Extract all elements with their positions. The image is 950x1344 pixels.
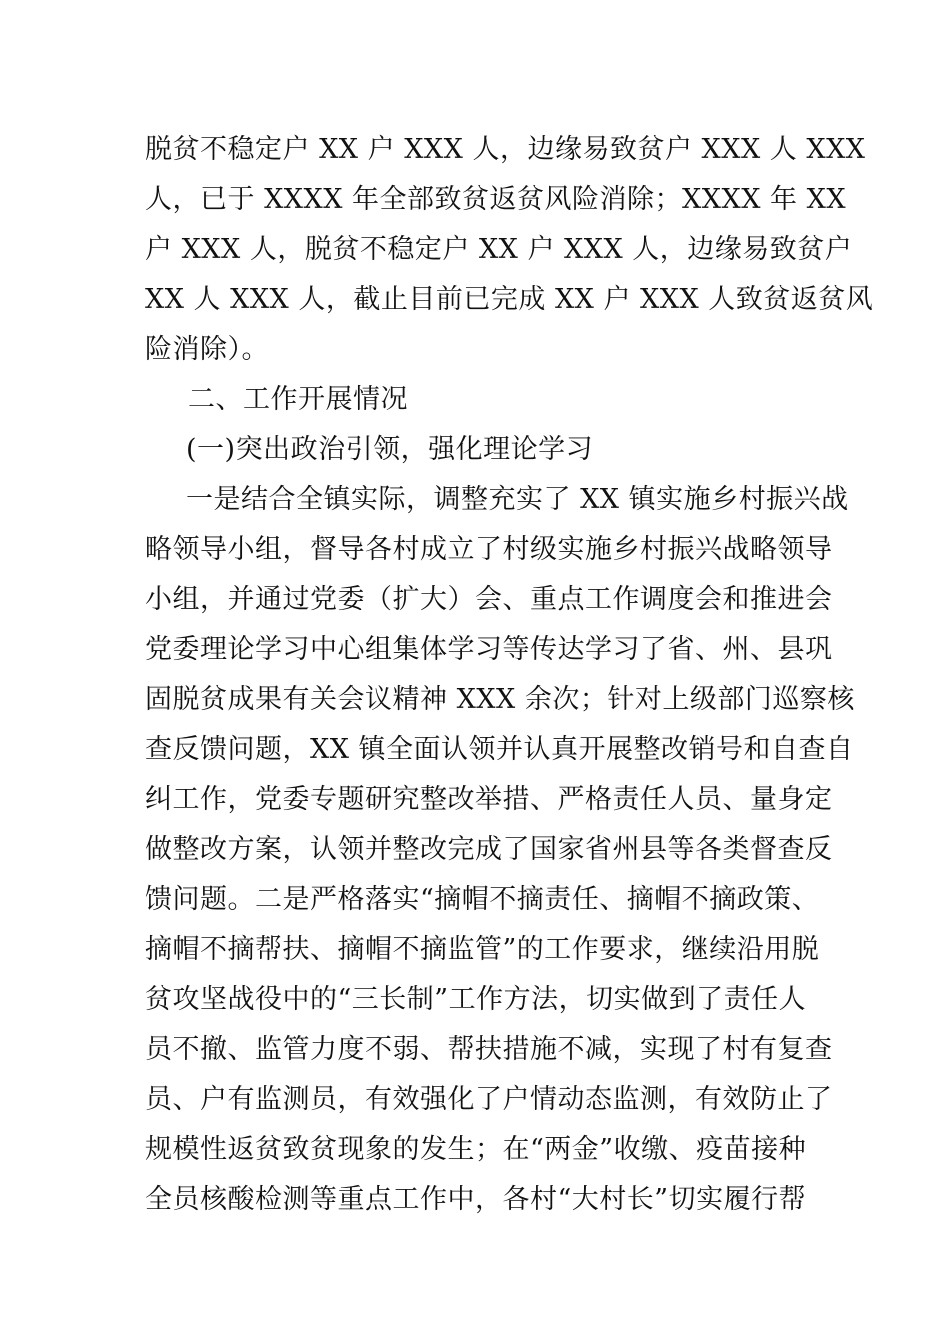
body-text-line: 一是结合全镇实际，调整充实了 XX 镇实施乡村振兴战 xyxy=(186,484,849,515)
body-text-line: 员、户有监测员，有效强化了户情动态监测，有效防止了 xyxy=(145,1084,833,1115)
body-text-line: 户 XXX 人，脱贫不稳定户 XX 户 XXX 人，边缘易致贫户 xyxy=(145,234,853,265)
body-text-line: 略领导小组，督导各村成立了村级实施乡村振兴战略领导 xyxy=(145,534,833,565)
body-text-line: 全员核酸检测等重点工作中，各村“大村长”切实履行帮 xyxy=(145,1184,807,1215)
body-text-line: XX 人 XXX 人，截止目前已完成 XX 户 XXX 人致贫返贫风 xyxy=(145,284,874,315)
body-text-line: 纠工作，党委专题研究整改举措、严格责任人员、量身定 xyxy=(145,784,833,815)
body-text-line: 党委理论学习中心组集体学习等传达学习了省、州、县巩 xyxy=(145,634,833,665)
body-text-line: 馈问题。二是严格落实“摘帽不摘责任、摘帽不摘政策、 xyxy=(145,884,820,915)
section-heading: 二、工作开展情况 xyxy=(188,384,408,415)
body-text-line: 员不撤、监管力度不弱、帮扶措施不减，实现了村有复查 xyxy=(145,1034,833,1065)
body-text-line: 查反馈问题，XX 镇全面认领并认真开展整改销号和自查自 xyxy=(145,734,854,765)
body-text-line: 贫攻坚战役中的“三长制”工作方法，切实做到了责任人 xyxy=(145,984,807,1015)
body-text-line: 摘帽不摘帮扶、摘帽不摘监管”的工作要求，继续沿用脱 xyxy=(145,934,820,965)
body-text-line: 人，已于 XXXX 年全部致贫返贫风险消除；XXXX 年 XX xyxy=(145,184,847,215)
body-text-line: 险消除）。 xyxy=(145,334,269,365)
body-text-line: 小组，并通过党委（扩大）会、重点工作调度会和推进会 xyxy=(145,584,833,615)
body-text-line: 做整改方案，认领并整改完成了国家省州县等各类督查反 xyxy=(145,834,833,865)
subsection-heading: (一)突出政治引领，强化理论学习 xyxy=(186,434,594,465)
body-text-line: 规模性返贫致贫现象的发生；在“两金”收缴、疫苗接种 xyxy=(145,1134,807,1165)
body-text-line: 脱贫不稳定户 XX 户 XXX 人，边缘易致贫户 XXX 人 XXX xyxy=(145,134,866,165)
body-text-line: 固脱贫成果有关会议精神 XXX 余次；针对上级部门巡察核 xyxy=(145,684,855,715)
